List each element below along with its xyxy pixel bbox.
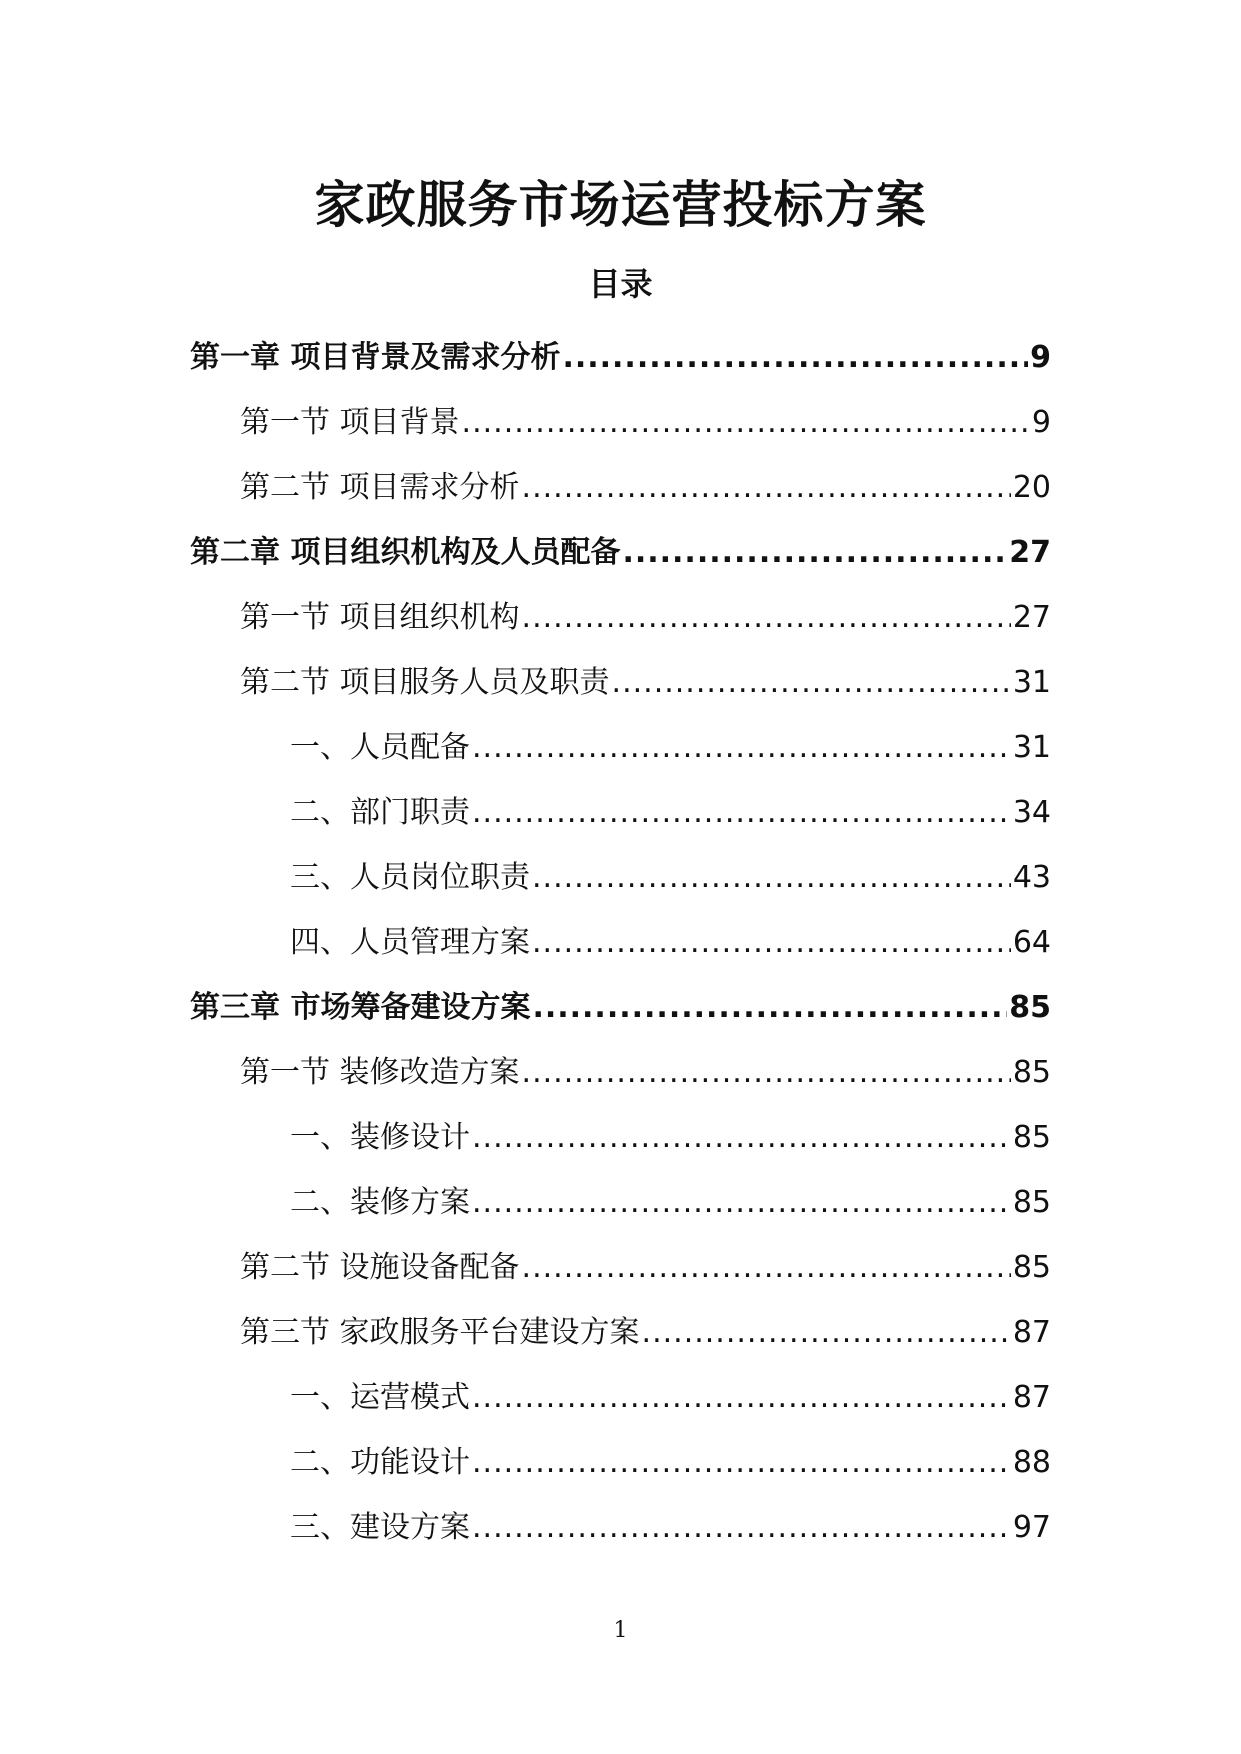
toc-entry[interactable] (0, 390, 1241, 455)
toc-entry-title: 第一节 装修改造方案 (240, 1054, 520, 1090)
toc-dot-leader (522, 598, 1011, 638)
toc-dot-leader (642, 1313, 1011, 1353)
toc-dot-leader (472, 1183, 1011, 1223)
toc-entry-title: 第二章 项目组织机构及人员配备 (190, 534, 621, 570)
toc-dot-leader (472, 1508, 1011, 1548)
toc-entry-page: 85 (1012, 1184, 1051, 1220)
toc-entry-page: 31 (1012, 664, 1051, 700)
toc-entry-page: 85 (1012, 1249, 1051, 1285)
toc-dot-leader (622, 533, 1007, 573)
toc-entry-page: 34 (1012, 794, 1051, 830)
toc-entry-page: 27 (1009, 534, 1051, 570)
toc-entry-title: 第一节 项目背景 (240, 404, 460, 440)
toc-entry-page: 87 (1012, 1314, 1051, 1350)
toc-entry-page: 85 (1012, 1054, 1051, 1090)
toc-entry[interactable] (0, 325, 1241, 390)
toc-dot-leader (472, 1378, 1011, 1418)
toc-entry-title: 二、装修方案 (290, 1184, 470, 1220)
toc-dot-leader (462, 403, 1030, 443)
toc-entry-title: 第二节 项目需求分析 (240, 469, 520, 505)
toc-entry-page: 20 (1012, 469, 1051, 505)
toc-entry-page: 9 (1030, 339, 1051, 375)
toc-entry[interactable] (0, 845, 1241, 910)
toc-dot-leader (472, 1118, 1011, 1158)
toc-entry-title: 三、建设方案 (290, 1509, 470, 1545)
toc-dot-leader (532, 988, 1007, 1028)
toc-entry[interactable] (0, 585, 1241, 650)
toc-dot-leader (522, 1248, 1011, 1288)
toc-entry[interactable] (0, 715, 1241, 780)
table-of-contents (0, 325, 1241, 1560)
toc-entry-title: 三、人员岗位职责 (290, 859, 530, 895)
toc-entry[interactable] (0, 1430, 1241, 1495)
toc-dot-leader (472, 728, 1011, 768)
toc-entry-title: 第一节 项目组织机构 (240, 599, 520, 635)
toc-dot-leader (562, 338, 1028, 378)
toc-dot-leader (532, 858, 1011, 898)
toc-entry-title: 二、部门职责 (290, 794, 470, 830)
toc-dot-leader (522, 468, 1011, 508)
toc-entry-page: 88 (1012, 1444, 1051, 1480)
toc-entry-title: 第二节 设施设备配备 (240, 1249, 520, 1285)
toc-entry[interactable] (0, 1365, 1241, 1430)
toc-entry-page: 31 (1012, 729, 1051, 765)
toc-entry[interactable] (0, 1300, 1241, 1365)
toc-dot-leader (612, 663, 1011, 703)
toc-entry-page: 87 (1012, 1379, 1051, 1415)
toc-entry[interactable] (0, 910, 1241, 975)
toc-heading: 目录 (588, 265, 653, 303)
toc-entry-page: 43 (1012, 859, 1051, 895)
toc-entry[interactable] (0, 1235, 1241, 1300)
toc-entry-title: 第一章 项目背景及需求分析 (190, 339, 561, 375)
toc-entry[interactable] (0, 780, 1241, 845)
toc-entry[interactable] (0, 975, 1241, 1040)
toc-entry[interactable] (0, 1495, 1241, 1560)
toc-entry-page: 85 (1009, 989, 1051, 1025)
toc-entry-page: 27 (1012, 599, 1051, 635)
toc-entry-page: 97 (1012, 1509, 1051, 1545)
toc-entry-title: 第三节 家政服务平台建设方案 (240, 1314, 640, 1350)
toc-entry-title: 一、运营模式 (290, 1379, 470, 1415)
toc-entry-title: 第三章 市场筹备建设方案 (190, 989, 531, 1025)
toc-entry-page: 9 (1031, 404, 1051, 440)
toc-entry-page: 64 (1012, 924, 1051, 960)
toc-entry-title: 第二节 项目服务人员及职责 (240, 664, 610, 700)
toc-dot-leader (522, 1053, 1011, 1093)
toc-entry[interactable] (0, 1105, 1241, 1170)
toc-entry[interactable] (0, 1170, 1241, 1235)
toc-entry[interactable] (0, 650, 1241, 715)
toc-entry-title: 二、功能设计 (290, 1444, 470, 1480)
toc-dot-leader (472, 1443, 1011, 1483)
toc-entry[interactable] (0, 520, 1241, 585)
document-title: 家政服务市场运营投标方案 (314, 176, 927, 234)
toc-entry[interactable] (0, 1040, 1241, 1105)
toc-dot-leader (472, 793, 1011, 833)
toc-entry-page: 85 (1012, 1119, 1051, 1155)
toc-entry-title: 一、装修设计 (290, 1119, 470, 1155)
toc-entry-title: 一、人员配备 (290, 729, 470, 765)
page-number: 1 (613, 1618, 628, 1643)
toc-dot-leader (532, 923, 1011, 963)
toc-entry[interactable] (0, 455, 1241, 520)
toc-entry-title: 四、人员管理方案 (290, 924, 530, 960)
